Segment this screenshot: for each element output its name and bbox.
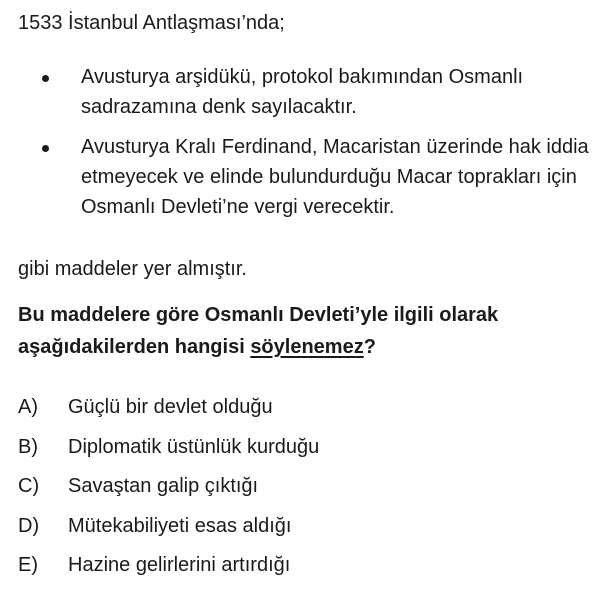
bullet-icon: [42, 145, 49, 152]
question-stem: [18, 299, 608, 363]
option-text: Savaştan galip çıktığı: [68, 475, 259, 497]
option-a[interactable]: [18, 392, 319, 432]
question-text: Bu maddelere göre Osmanlı Devleti’yle ilgili olarak aşağıdakilerden hangisi: [18, 304, 499, 358]
bullet-list: [18, 62, 608, 232]
bullet-text: Avusturya arşidükü, protokol bakımından Osmanlı sadrazamına denk sayılacaktır.: [81, 66, 524, 118]
answer-options: [18, 392, 319, 590]
option-c[interactable]: [18, 471, 319, 511]
bullet-item: [18, 62, 608, 122]
option-b[interactable]: [18, 432, 319, 472]
intro-text: 1533 İstanbul Antlaşması’nda;: [18, 12, 285, 34]
option-d[interactable]: [18, 511, 319, 551]
option-letter: A): [18, 396, 38, 418]
option-e[interactable]: [18, 550, 319, 590]
question-mark: ?: [363, 336, 376, 358]
closing-text: gibi maddeler yer almıştır.: [18, 258, 247, 280]
option-text: Mütekabiliyeti esas aldığı: [68, 514, 292, 537]
option-letter: C): [18, 475, 40, 497]
option-text: Hazine gelirlerini artırdığı: [68, 554, 291, 576]
bullet-icon: [42, 75, 49, 82]
option-text: Güçlü bir devlet olduğu: [68, 396, 273, 418]
option-letter: D): [18, 514, 40, 537]
option-text: Diplomatik üstünlük kurduğu: [68, 435, 320, 458]
option-letter: E): [18, 554, 38, 576]
negative-keyword: söylenemez: [250, 336, 364, 358]
bullet-item: [18, 132, 608, 222]
bullet-text: Avusturya Kralı Ferdinand, Macaristan üzerinde hak iddia etmeyecek ve elinde bulundurduğu Macar toprakları için Osmanlı Devleti’ne vergi verecektir.: [81, 136, 589, 218]
option-letter: B): [18, 435, 38, 458]
